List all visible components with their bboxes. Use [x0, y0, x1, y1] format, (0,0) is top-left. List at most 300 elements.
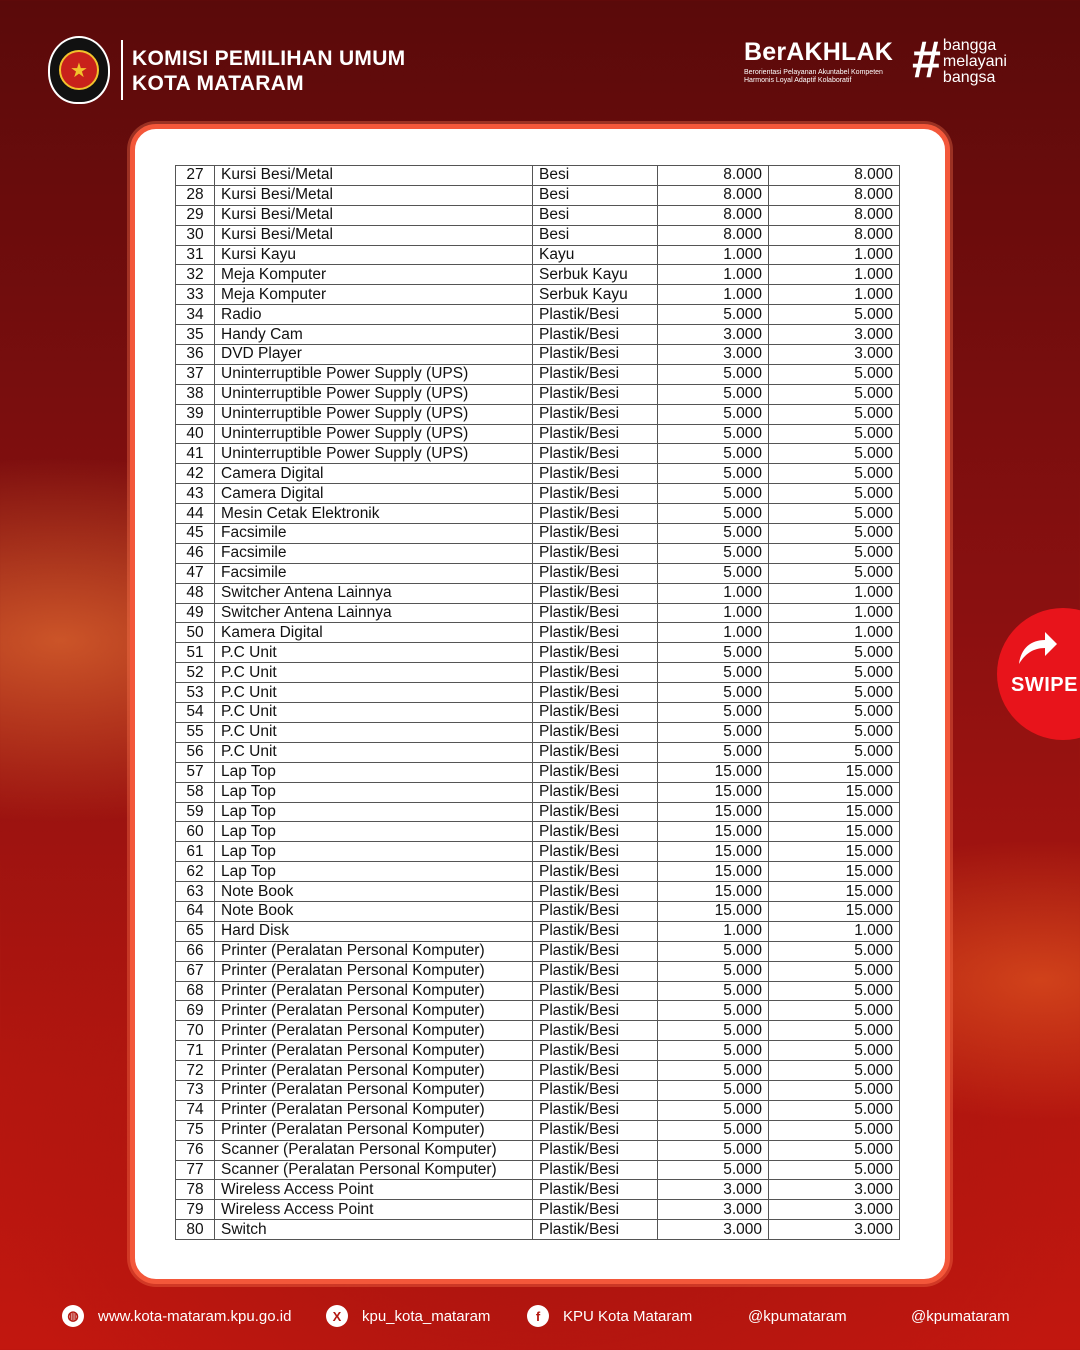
row-number: 32	[176, 265, 215, 285]
value-col2: 5.000	[769, 1021, 900, 1041]
table-row	[176, 345, 900, 365]
item-name: Printer (Peralatan Personal Komputer)	[215, 1021, 533, 1041]
value-col2: 15.000	[769, 782, 900, 802]
value-col1: 1.000	[658, 583, 769, 603]
value-col2: 5.000	[769, 464, 900, 484]
material: Plastik/Besi	[533, 623, 658, 643]
item-name: Switcher Antena Lainnya	[215, 603, 533, 623]
tagline-line2: melayani	[942, 53, 1007, 70]
item-name: Printer (Peralatan Personal Komputer)	[215, 1080, 533, 1100]
item-name: Printer (Peralatan Personal Komputer)	[215, 1120, 533, 1140]
material: Plastik/Besi	[533, 464, 658, 484]
material: Plastik/Besi	[533, 722, 658, 742]
value-col1: 5.000	[658, 683, 769, 703]
material: Plastik/Besi	[533, 921, 658, 941]
tagline-line3: bangsa	[942, 69, 996, 86]
row-number: 52	[176, 663, 215, 683]
table-row	[176, 225, 900, 245]
table-row	[176, 1041, 900, 1061]
value-col1: 5.000	[658, 504, 769, 524]
table-row	[176, 663, 900, 683]
value-col1: 5.000	[658, 961, 769, 981]
item-name: Mesin Cetak Elektronik	[215, 504, 533, 524]
table-row	[176, 205, 900, 225]
value-col2: 1.000	[769, 245, 900, 265]
table-row	[176, 285, 900, 305]
item-name: Lap Top	[215, 782, 533, 802]
item-name: Uninterruptible Power Supply (UPS)	[215, 404, 533, 424]
item-name: Handy Cam	[215, 325, 533, 345]
material: Besi	[533, 225, 658, 245]
value-col2: 5.000	[769, 404, 900, 424]
value-col2: 5.000	[769, 444, 900, 464]
row-number: 78	[176, 1180, 215, 1200]
row-number: 50	[176, 623, 215, 643]
material: Plastik/Besi	[533, 583, 658, 603]
value-col2: 5.000	[769, 1140, 900, 1160]
kpu-logo	[48, 36, 110, 104]
value-col1: 5.000	[658, 464, 769, 484]
row-number: 28	[176, 185, 215, 205]
row-number: 77	[176, 1160, 215, 1180]
footer-facebook[interactable]	[527, 1298, 692, 1334]
item-name: Printer (Peralatan Personal Komputer)	[215, 981, 533, 1001]
item-name: Meja Komputer	[215, 285, 533, 305]
item-name: Uninterruptible Power Supply (UPS)	[215, 444, 533, 464]
value-col1: 15.000	[658, 822, 769, 842]
material: Besi	[533, 185, 658, 205]
table-row	[176, 364, 900, 384]
value-col1: 1.000	[658, 265, 769, 285]
table-row	[176, 504, 900, 524]
value-col1: 5.000	[658, 742, 769, 762]
berakhlak-sub2: Harmonis Loyal Adaptif Kolaboratif	[744, 77, 852, 84]
row-number: 51	[176, 643, 215, 663]
item-name: Lap Top	[215, 822, 533, 842]
material: Plastik/Besi	[533, 643, 658, 663]
item-name: Facsimile	[215, 543, 533, 563]
material: Plastik/Besi	[533, 1220, 658, 1240]
table-row	[176, 404, 900, 424]
berakhlak-sub1: Berorientasi Pelayanan Akuntabel Kompeten	[744, 69, 883, 76]
material: Serbuk Kayu	[533, 285, 658, 305]
item-name: P.C Unit	[215, 722, 533, 742]
row-number: 79	[176, 1200, 215, 1220]
row-number: 29	[176, 205, 215, 225]
value-col2: 8.000	[769, 225, 900, 245]
value-col2: 5.000	[769, 683, 900, 703]
value-col1: 15.000	[658, 802, 769, 822]
value-col1: 3.000	[658, 325, 769, 345]
item-name: Printer (Peralatan Personal Komputer)	[215, 1061, 533, 1081]
item-name: P.C Unit	[215, 663, 533, 683]
table-row	[176, 703, 900, 723]
row-number: 43	[176, 484, 215, 504]
row-number: 37	[176, 364, 215, 384]
item-name: P.C Unit	[215, 643, 533, 663]
item-name: P.C Unit	[215, 742, 533, 762]
tiktok-text: @kpumataram	[911, 1307, 1010, 1325]
item-name: Kamera Digital	[215, 623, 533, 643]
org-name-line2: KOTA MATARAM	[132, 72, 304, 95]
value-col1: 1.000	[658, 285, 769, 305]
value-col1: 5.000	[658, 1041, 769, 1061]
item-name: Uninterruptible Power Supply (UPS)	[215, 364, 533, 384]
row-number: 39	[176, 404, 215, 424]
table-row	[176, 842, 900, 862]
item-name: Lap Top	[215, 802, 533, 822]
value-col1: 5.000	[658, 722, 769, 742]
value-col1: 3.000	[658, 1220, 769, 1240]
row-number: 42	[176, 464, 215, 484]
value-col1: 5.000	[658, 524, 769, 544]
footer	[0, 1298, 1080, 1334]
row-number: 47	[176, 563, 215, 583]
row-number: 36	[176, 345, 215, 365]
material: Plastik/Besi	[533, 1021, 658, 1041]
footer-tiktok[interactable]	[911, 1298, 1010, 1334]
value-col2: 15.000	[769, 901, 900, 921]
row-number: 56	[176, 742, 215, 762]
item-name: Note Book	[215, 882, 533, 902]
value-col2: 5.000	[769, 504, 900, 524]
org-name	[132, 46, 405, 96]
item-name: Kursi Besi/Metal	[215, 205, 533, 225]
item-name: Camera Digital	[215, 464, 533, 484]
material: Plastik/Besi	[533, 524, 658, 544]
material: Plastik/Besi	[533, 484, 658, 504]
item-name: Facsimile	[215, 524, 533, 544]
material: Plastik/Besi	[533, 822, 658, 842]
row-number: 68	[176, 981, 215, 1001]
value-col2: 3.000	[769, 325, 900, 345]
table-row	[176, 782, 900, 802]
row-number: 65	[176, 921, 215, 941]
table-row	[176, 981, 900, 1001]
item-name: Switcher Antena Lainnya	[215, 583, 533, 603]
row-number: 54	[176, 703, 215, 723]
value-col2: 15.000	[769, 822, 900, 842]
row-number: 57	[176, 762, 215, 782]
table-row	[176, 603, 900, 623]
value-col1: 5.000	[658, 1160, 769, 1180]
garuda-emblem-icon: ★	[59, 50, 99, 90]
facebook-icon: f	[527, 1305, 549, 1327]
item-name: Kursi Besi/Metal	[215, 166, 533, 186]
item-name: Printer (Peralatan Personal Komputer)	[215, 1041, 533, 1061]
item-name: Kursi Besi/Metal	[215, 185, 533, 205]
value-col2: 1.000	[769, 265, 900, 285]
table-row	[176, 1180, 900, 1200]
table-row	[176, 1140, 900, 1160]
footer-x[interactable]	[326, 1298, 490, 1334]
material: Plastik/Besi	[533, 603, 658, 623]
value-col1: 15.000	[658, 762, 769, 782]
material: Plastik/Besi	[533, 782, 658, 802]
tagline-line1: bangga	[942, 37, 997, 54]
item-name: Camera Digital	[215, 484, 533, 504]
berakhlak-logo	[744, 38, 904, 85]
material: Plastik/Besi	[533, 802, 658, 822]
value-col1: 3.000	[658, 1200, 769, 1220]
footer-instagram[interactable]	[748, 1298, 847, 1334]
item-name: Scanner (Peralatan Personal Komputer)	[215, 1140, 533, 1160]
row-number: 34	[176, 305, 215, 325]
x-handle-text: kpu_kota_mataram	[362, 1307, 491, 1325]
instagram-text: @kpumataram	[748, 1307, 847, 1325]
value-col1: 5.000	[658, 543, 769, 563]
table-row	[176, 524, 900, 544]
value-col1: 5.000	[658, 1100, 769, 1120]
website-text: www.kota-mataram.kpu.go.id	[98, 1307, 292, 1325]
table-row	[176, 543, 900, 563]
material: Plastik/Besi	[533, 842, 658, 862]
item-name: Meja Komputer	[215, 265, 533, 285]
row-number: 69	[176, 1001, 215, 1021]
value-col2: 3.000	[769, 1180, 900, 1200]
value-col2: 5.000	[769, 384, 900, 404]
table-row	[176, 901, 900, 921]
value-col2: 15.000	[769, 802, 900, 822]
material: Plastik/Besi	[533, 663, 658, 683]
row-number: 61	[176, 842, 215, 862]
org-name-line1: KOMISI PEMILIHAN UMUM	[132, 47, 406, 70]
material: Plastik/Besi	[533, 961, 658, 981]
value-col2: 5.000	[769, 961, 900, 981]
asset-table	[175, 165, 900, 1240]
material: Plastik/Besi	[533, 1120, 658, 1140]
value-col2: 5.000	[769, 742, 900, 762]
value-col2: 3.000	[769, 345, 900, 365]
table-row	[176, 245, 900, 265]
material: Plastik/Besi	[533, 345, 658, 365]
item-name: Printer (Peralatan Personal Komputer)	[215, 1001, 533, 1021]
row-number: 48	[176, 583, 215, 603]
material: Plastik/Besi	[533, 1180, 658, 1200]
table-row	[176, 325, 900, 345]
value-col1: 5.000	[658, 1140, 769, 1160]
material: Plastik/Besi	[533, 504, 658, 524]
row-number: 33	[176, 285, 215, 305]
table-row	[176, 742, 900, 762]
row-number: 71	[176, 1041, 215, 1061]
value-col2: 5.000	[769, 1160, 900, 1180]
value-col1: 3.000	[658, 345, 769, 365]
value-col2: 5.000	[769, 981, 900, 1001]
item-name: Printer (Peralatan Personal Komputer)	[215, 1100, 533, 1120]
row-number: 55	[176, 722, 215, 742]
row-number: 62	[176, 862, 215, 882]
item-name: Uninterruptible Power Supply (UPS)	[215, 384, 533, 404]
table-row	[176, 941, 900, 961]
material: Kayu	[533, 245, 658, 265]
item-name: P.C Unit	[215, 683, 533, 703]
row-number: 80	[176, 1220, 215, 1240]
value-col2: 5.000	[769, 1001, 900, 1021]
value-col2: 5.000	[769, 663, 900, 683]
value-col2: 5.000	[769, 1080, 900, 1100]
material: Plastik/Besi	[533, 563, 658, 583]
value-col2: 15.000	[769, 842, 900, 862]
material: Plastik/Besi	[533, 364, 658, 384]
value-col1: 5.000	[658, 1061, 769, 1081]
table-row	[176, 1160, 900, 1180]
value-col1: 5.000	[658, 1021, 769, 1041]
table-row	[176, 384, 900, 404]
material: Plastik/Besi	[533, 941, 658, 961]
material: Plastik/Besi	[533, 901, 658, 921]
item-name: Switch	[215, 1220, 533, 1240]
value-col2: 1.000	[769, 921, 900, 941]
table-row	[176, 683, 900, 703]
row-number: 49	[176, 603, 215, 623]
value-col2: 3.000	[769, 1220, 900, 1240]
swipe-label: SWIPE	[1011, 674, 1078, 696]
table-row	[176, 1220, 900, 1240]
table-row	[176, 563, 900, 583]
table-row	[176, 822, 900, 842]
value-col2: 5.000	[769, 1041, 900, 1061]
table-row	[176, 802, 900, 822]
value-col2: 5.000	[769, 364, 900, 384]
material: Plastik/Besi	[533, 1100, 658, 1120]
material: Plastik/Besi	[533, 703, 658, 723]
value-col1: 5.000	[658, 384, 769, 404]
value-col1: 1.000	[658, 921, 769, 941]
row-number: 59	[176, 802, 215, 822]
item-name: Lap Top	[215, 842, 533, 862]
item-name: DVD Player	[215, 345, 533, 365]
table-row	[176, 1200, 900, 1220]
material: Plastik/Besi	[533, 1200, 658, 1220]
table-row	[176, 1061, 900, 1081]
value-col1: 5.000	[658, 404, 769, 424]
table-row	[176, 424, 900, 444]
value-col2: 5.000	[769, 484, 900, 504]
row-number: 35	[176, 325, 215, 345]
asset-table-body	[176, 166, 900, 1240]
row-number: 70	[176, 1021, 215, 1041]
row-number: 53	[176, 683, 215, 703]
table-row	[176, 1001, 900, 1021]
value-col1: 5.000	[658, 484, 769, 504]
globe-icon: ◍	[62, 1305, 84, 1327]
item-name: P.C Unit	[215, 703, 533, 723]
item-name: Wireless Access Point	[215, 1180, 533, 1200]
table-row	[176, 166, 900, 186]
value-col2: 8.000	[769, 205, 900, 225]
value-col1: 5.000	[658, 1001, 769, 1021]
material: Plastik/Besi	[533, 1041, 658, 1061]
material: Plastik/Besi	[533, 305, 658, 325]
row-number: 31	[176, 245, 215, 265]
row-number: 74	[176, 1100, 215, 1120]
row-number: 66	[176, 941, 215, 961]
row-number: 64	[176, 901, 215, 921]
material: Plastik/Besi	[533, 1140, 658, 1160]
table-row	[176, 643, 900, 663]
table-row	[176, 762, 900, 782]
item-name: Lap Top	[215, 862, 533, 882]
item-name: Radio	[215, 305, 533, 325]
material: Plastik/Besi	[533, 862, 658, 882]
value-col1: 15.000	[658, 862, 769, 882]
value-col2: 5.000	[769, 722, 900, 742]
material: Plastik/Besi	[533, 424, 658, 444]
material: Besi	[533, 166, 658, 186]
row-number: 76	[176, 1140, 215, 1160]
table-row	[176, 1080, 900, 1100]
table-row	[176, 1021, 900, 1041]
value-col2: 15.000	[769, 762, 900, 782]
footer-website[interactable]	[62, 1298, 291, 1334]
value-col1: 1.000	[658, 603, 769, 623]
value-col1: 5.000	[658, 941, 769, 961]
value-col2: 8.000	[769, 185, 900, 205]
material: Plastik/Besi	[533, 981, 658, 1001]
row-number: 38	[176, 384, 215, 404]
material: Besi	[533, 205, 658, 225]
value-col2: 5.000	[769, 643, 900, 663]
value-col2: 1.000	[769, 623, 900, 643]
hashtag-icon: #	[912, 31, 941, 89]
table-row	[176, 583, 900, 603]
material: Plastik/Besi	[533, 543, 658, 563]
row-number: 75	[176, 1120, 215, 1140]
value-col2: 5.000	[769, 305, 900, 325]
value-col1: 8.000	[658, 166, 769, 186]
value-col2: 5.000	[769, 703, 900, 723]
row-number: 63	[176, 882, 215, 902]
value-col2: 5.000	[769, 1120, 900, 1140]
material: Plastik/Besi	[533, 1080, 658, 1100]
value-col2: 5.000	[769, 524, 900, 544]
row-number: 45	[176, 524, 215, 544]
value-col1: 1.000	[658, 245, 769, 265]
value-col2: 15.000	[769, 882, 900, 902]
value-col2: 8.000	[769, 166, 900, 186]
material: Plastik/Besi	[533, 404, 658, 424]
value-col1: 15.000	[658, 842, 769, 862]
value-col1: 3.000	[658, 1180, 769, 1200]
value-col2: 3.000	[769, 1200, 900, 1220]
document-card	[130, 124, 950, 1284]
value-col1: 5.000	[658, 424, 769, 444]
table-row	[176, 1120, 900, 1140]
table-row	[176, 623, 900, 643]
value-col1: 5.000	[658, 563, 769, 583]
item-name: Printer (Peralatan Personal Komputer)	[215, 941, 533, 961]
material: Serbuk Kayu	[533, 265, 658, 285]
value-col2: 15.000	[769, 862, 900, 882]
value-col2: 1.000	[769, 285, 900, 305]
swipe-button[interactable]	[997, 608, 1080, 740]
item-name: Kursi Kayu	[215, 245, 533, 265]
material: Plastik/Besi	[533, 325, 658, 345]
row-number: 40	[176, 424, 215, 444]
value-col2: 1.000	[769, 603, 900, 623]
row-number: 46	[176, 543, 215, 563]
material: Plastik/Besi	[533, 762, 658, 782]
row-number: 58	[176, 782, 215, 802]
table-row	[176, 265, 900, 285]
value-col1: 5.000	[658, 444, 769, 464]
value-col1: 8.000	[658, 205, 769, 225]
value-col1: 5.000	[658, 1080, 769, 1100]
value-col2: 5.000	[769, 941, 900, 961]
table-row	[176, 882, 900, 902]
row-number: 60	[176, 822, 215, 842]
